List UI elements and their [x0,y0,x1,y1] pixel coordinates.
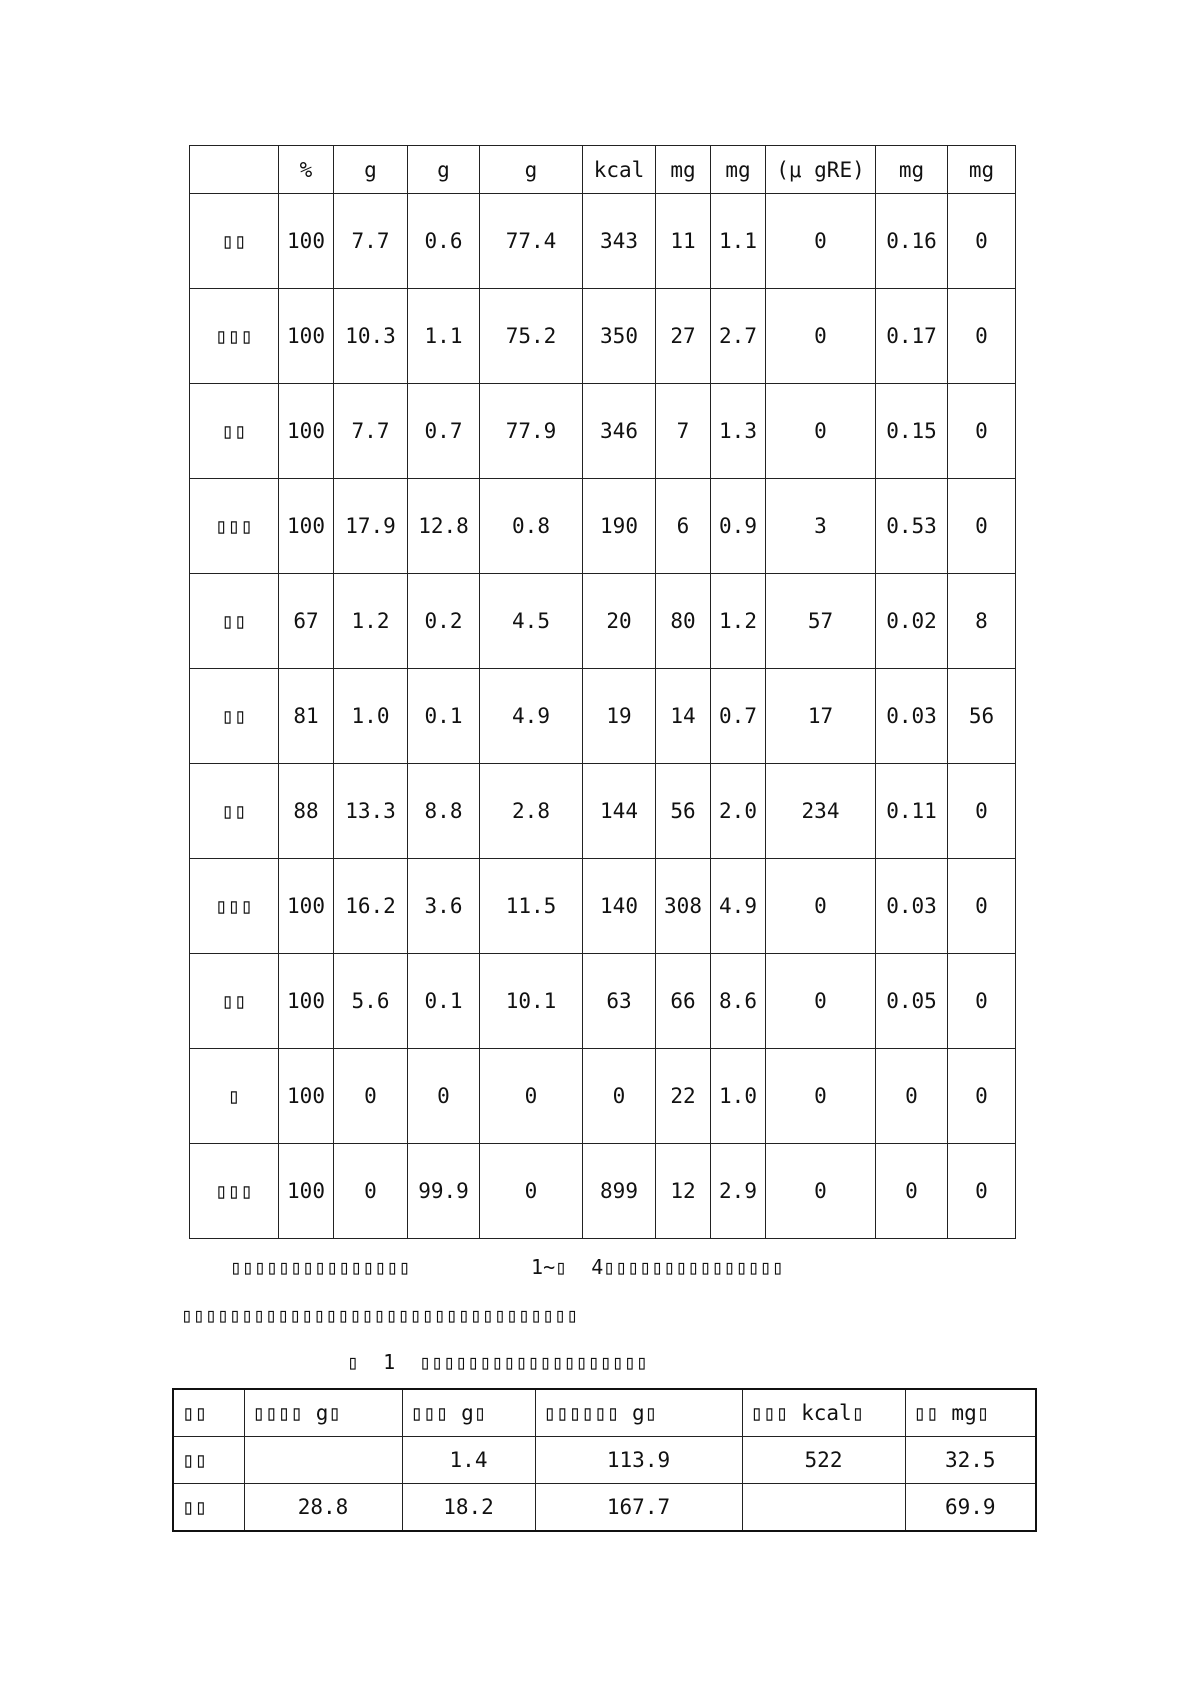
value-cell: 308 [656,859,711,954]
value-cell: 77.9 [480,384,583,479]
value-cell: 140 [583,859,656,954]
value-cell: 0.1 [408,954,480,1049]
value-cell: 346 [583,384,656,479]
value-cell: 13.3 [334,764,408,859]
value-cell: 66 [656,954,711,1049]
value-cell: 0.7 [711,669,766,764]
summary-table [172,1388,1037,1532]
table-row [190,859,1016,954]
value-cell: 88 [279,764,334,859]
row-label-cell: ▯▯ [190,764,279,859]
table-row [173,1484,1036,1532]
value-cell: 81 [279,669,334,764]
value-cell: 190 [583,479,656,574]
value-cell: 0 [876,1049,948,1144]
value-cell: 100 [279,1049,334,1144]
table-row [190,574,1016,669]
value-cell: 0.03 [876,669,948,764]
value-cell: 11.5 [480,859,583,954]
table-row [190,194,1016,289]
value-cell: 0 [408,1049,480,1144]
note-line-2: ▯▯▯▯▯▯▯▯▯▯▯▯▯▯▯▯▯▯▯▯▯▯▯▯▯▯▯▯▯▯▯▯▯ [181,1303,579,1327]
value-cell: 8.8 [408,764,480,859]
value-cell: 0 [766,1144,876,1239]
table-caption: ▯ 1 ▯▯▯▯▯▯▯▯▯▯▯▯▯▯▯▯▯▯▯ [347,1350,649,1374]
value-cell: 17.9 [334,479,408,574]
value-cell: 0 [766,289,876,384]
value-cell [244,1437,402,1484]
table-row [190,479,1016,574]
value-cell: 56 [948,669,1016,764]
value-cell: 100 [279,1144,334,1239]
table-row [190,384,1016,479]
value-cell: 16.2 [334,859,408,954]
value-cell: 7 [656,384,711,479]
row-label-cell: ▯▯ [190,384,279,479]
value-cell: 2.7 [711,289,766,384]
value-cell: 0 [334,1144,408,1239]
table-row [190,1144,1016,1239]
header-cell: (μ gRE) [766,146,876,194]
value-cell: 69.9 [905,1484,1036,1532]
header-cell: ▯▯ [173,1389,244,1437]
value-cell: 0 [876,1144,948,1239]
row-label-cell: ▯▯ [190,954,279,1049]
note-line-1: ▯▯▯▯▯▯▯▯▯▯▯▯▯▯▯ 1~▯ 4▯▯▯▯▯▯▯▯▯▯▯▯▯▯▯ [230,1255,784,1279]
value-cell: 0 [948,384,1016,479]
header-cell: mg [876,146,948,194]
value-cell: 63 [583,954,656,1049]
value-cell: 4.9 [711,859,766,954]
value-cell: 12 [656,1144,711,1239]
value-cell: 0 [948,1049,1016,1144]
value-cell: 1.3 [711,384,766,479]
header-cell: ▯▯▯▯▯▯ g▯ [535,1389,742,1437]
table-row [190,1049,1016,1144]
header-cell: g [334,146,408,194]
value-cell: 0.8 [480,479,583,574]
value-cell: 6 [656,479,711,574]
value-cell: 1.1 [711,194,766,289]
value-cell: 0.16 [876,194,948,289]
header-cell [190,146,279,194]
value-cell: 20 [583,574,656,669]
value-cell: 3.6 [408,859,480,954]
value-cell: 8.6 [711,954,766,1049]
row-label-cell: ▯▯ [190,669,279,764]
value-cell: 12.8 [408,479,480,574]
row-label-cell: ▯▯ [190,574,279,669]
value-cell: 0 [766,954,876,1049]
value-cell [742,1484,905,1532]
value-cell: 0.17 [876,289,948,384]
nutrition-table [189,145,1016,1239]
value-cell: 5.6 [334,954,408,1049]
row-label-cell: ▯▯▯ [190,479,279,574]
value-cell: 7.7 [334,384,408,479]
row-label-cell: ▯▯▯ [190,1144,279,1239]
value-cell: 17 [766,669,876,764]
value-cell: 22 [656,1049,711,1144]
value-cell: 99.9 [408,1144,480,1239]
header-cell: mg [656,146,711,194]
header-cell: g [480,146,583,194]
value-cell: 4.9 [480,669,583,764]
value-cell: 27 [656,289,711,384]
value-cell: 0.9 [711,479,766,574]
header-cell: mg [711,146,766,194]
value-cell: 18.2 [402,1484,535,1532]
value-cell: 899 [583,1144,656,1239]
value-cell: 0 [948,859,1016,954]
value-cell: 0.53 [876,479,948,574]
value-cell: 0 [948,764,1016,859]
value-cell: 1.4 [402,1437,535,1484]
value-cell: 100 [279,194,334,289]
value-cell: 0.6 [408,194,480,289]
value-cell: 100 [279,859,334,954]
value-cell: 56 [656,764,711,859]
value-cell: 10.3 [334,289,408,384]
value-cell: 10.1 [480,954,583,1049]
value-cell: 32.5 [905,1437,1036,1484]
value-cell: 0.02 [876,574,948,669]
header-cell: ▯▯▯ kcal▯ [742,1389,905,1437]
table-row [173,1437,1036,1484]
value-cell: 0.1 [408,669,480,764]
value-cell: 100 [279,289,334,384]
value-cell: 28.8 [244,1484,402,1532]
value-cell: 0 [948,479,1016,574]
value-cell: 522 [742,1437,905,1484]
value-cell: 0 [766,859,876,954]
value-cell: 0 [766,384,876,479]
value-cell: 234 [766,764,876,859]
value-cell: 144 [583,764,656,859]
value-cell: 57 [766,574,876,669]
table-row [190,289,1016,384]
value-cell: 0 [766,1049,876,1144]
value-cell: 8 [948,574,1016,669]
value-cell: 167.7 [535,1484,742,1532]
value-cell: 80 [656,574,711,669]
value-cell: 100 [279,479,334,574]
value-cell: 0 [480,1144,583,1239]
value-cell: 2.0 [711,764,766,859]
value-cell: 0.03 [876,859,948,954]
value-cell: 0.05 [876,954,948,1049]
value-cell: 0 [583,1049,656,1144]
value-cell: 3 [766,479,876,574]
value-cell: 7.7 [334,194,408,289]
value-cell: 0 [948,954,1016,1049]
value-cell: 100 [279,384,334,479]
value-cell: 343 [583,194,656,289]
value-cell: 2.9 [711,1144,766,1239]
row-label-cell: ▯▯▯ [190,289,279,384]
value-cell: 2.8 [480,764,583,859]
value-cell: 14 [656,669,711,764]
value-cell: 0.11 [876,764,948,859]
value-cell: 0 [948,194,1016,289]
value-cell: 1.2 [334,574,408,669]
value-cell: 67 [279,574,334,669]
row-label-cell: ▯▯ [173,1484,244,1532]
row-label-cell: ▯▯▯ [190,859,279,954]
header-cell: mg [948,146,1016,194]
value-cell: 1.2 [711,574,766,669]
header-cell: kcal [583,146,656,194]
header-cell: ▯▯▯ g▯ [402,1389,535,1437]
value-cell: 113.9 [535,1437,742,1484]
row-label-cell: ▯ [190,1049,279,1144]
row-label-cell: ▯▯ [173,1437,244,1484]
row-label-cell: ▯▯ [190,194,279,289]
table-row [190,764,1016,859]
value-cell: 0.2 [408,574,480,669]
value-cell: 0.15 [876,384,948,479]
value-cell: 0 [480,1049,583,1144]
header-row [173,1389,1036,1437]
value-cell: 100 [279,954,334,1049]
value-cell: 1.0 [334,669,408,764]
value-cell: 0 [334,1049,408,1144]
value-cell: 350 [583,289,656,384]
value-cell: 77.4 [480,194,583,289]
value-cell: 0 [766,194,876,289]
header-cell: ▯▯▯▯ g▯ [244,1389,402,1437]
value-cell: 1.1 [408,289,480,384]
header-cell: % [279,146,334,194]
header-cell: ▯▯ mg▯ [905,1389,1036,1437]
table-row [190,954,1016,1049]
value-cell: 0 [948,1144,1016,1239]
table-row [190,669,1016,764]
value-cell: 4.5 [480,574,583,669]
value-cell: 75.2 [480,289,583,384]
header-cell: g [408,146,480,194]
value-cell: 11 [656,194,711,289]
header-row [190,146,1016,194]
value-cell: 19 [583,669,656,764]
value-cell: 1.0 [711,1049,766,1144]
value-cell: 0 [948,289,1016,384]
value-cell: 0.7 [408,384,480,479]
